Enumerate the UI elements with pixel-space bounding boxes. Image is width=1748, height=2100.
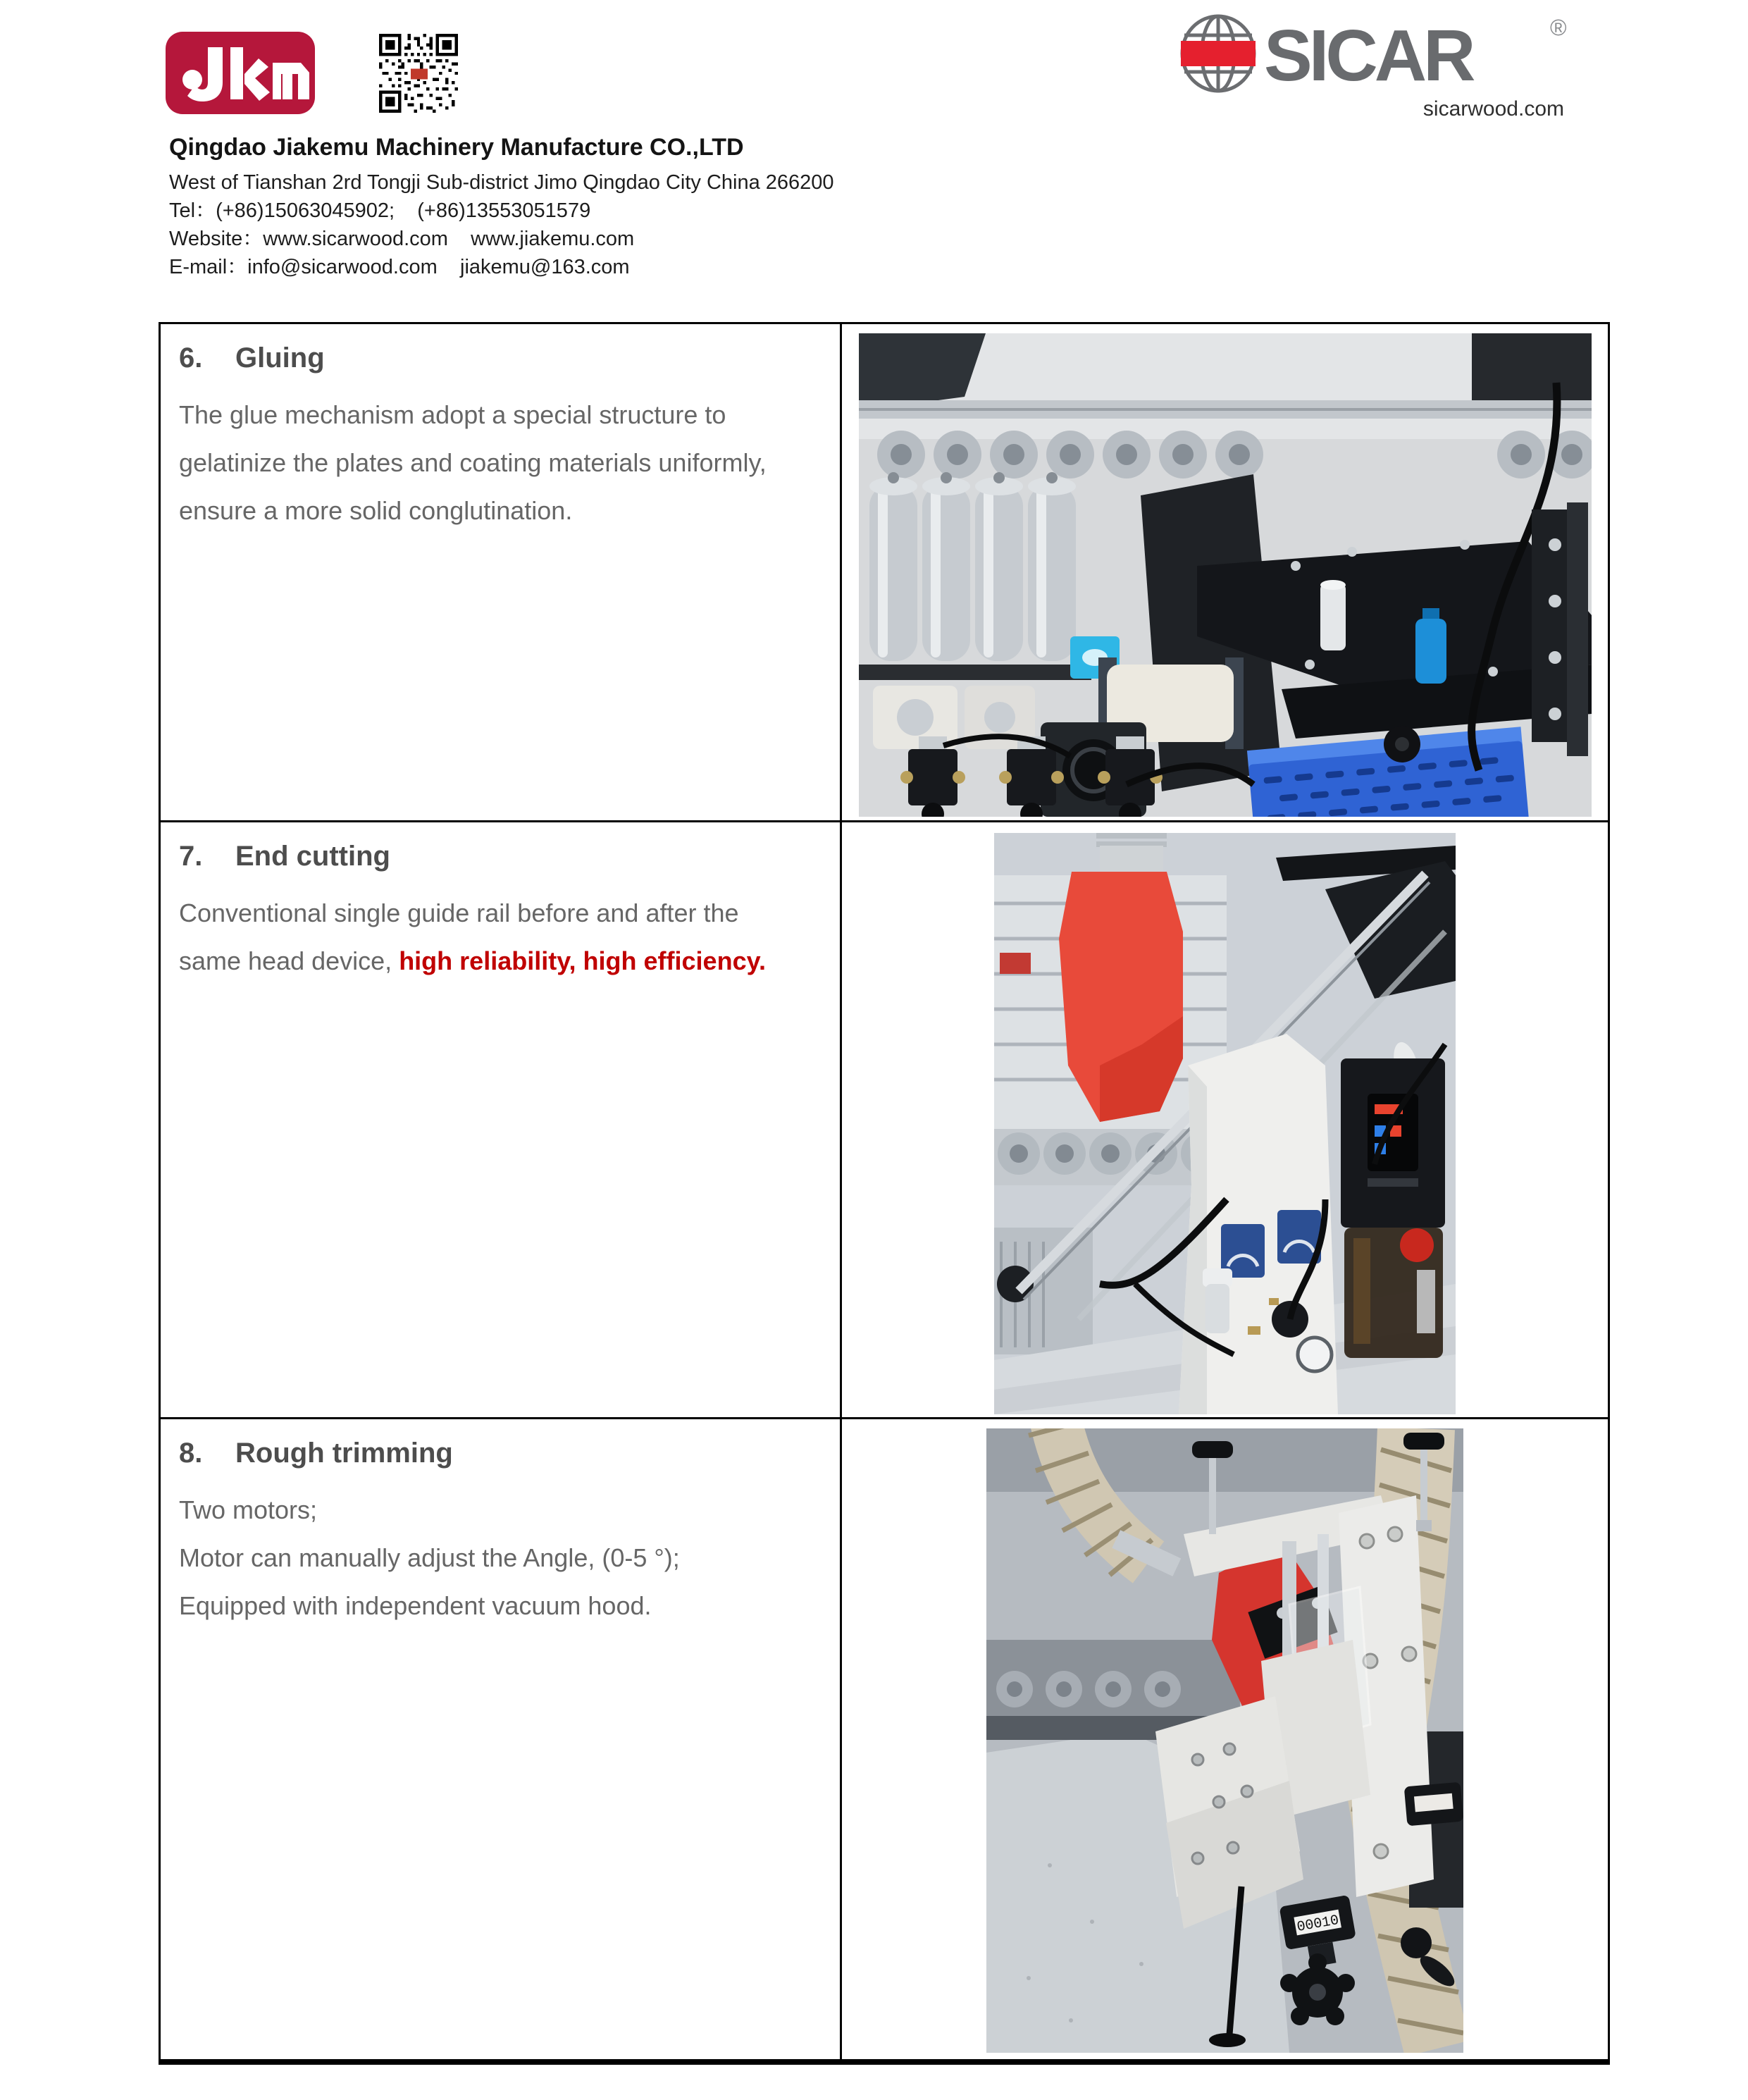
red-dust-hood xyxy=(1059,833,1183,1122)
section-end-cutting-photo-cell xyxy=(842,822,1608,1419)
section-body: The glue mechanism adopt a special structure to gelatinize the plates and coating materials uniformly, ensure a more solid conglutination. xyxy=(179,400,767,525)
section-title: End cutting xyxy=(235,841,390,872)
body-line: Two motors; xyxy=(179,1495,318,1524)
section-body xyxy=(179,889,799,985)
section-number: 7. xyxy=(179,841,203,872)
company-name: Qingdao Jiakemu Machinery Manufacture CO.,LTD xyxy=(169,134,744,161)
highlight-red-text: high reliability, high efficiency. xyxy=(399,946,766,975)
section-number: 8. xyxy=(179,1438,203,1469)
svg-text:00010: 00010 xyxy=(1296,1912,1341,1936)
body-line: Equipped with independent vacuum hood. xyxy=(179,1591,652,1620)
section-heading xyxy=(179,1438,812,1469)
sicar-website-text: sicarwood.com xyxy=(1422,97,1564,121)
globe-icon xyxy=(1181,16,1256,91)
registered-mark-icon: ® xyxy=(1550,15,1567,40)
inverter-box xyxy=(1341,1058,1445,1228)
company-website: Website：www.sicarwood.com www.jiakemu.com xyxy=(169,228,635,250)
company-tel: Tel：(+86)15063045902; (+86)13553051579 xyxy=(169,199,591,222)
end-cutting-unit-photo xyxy=(994,833,1456,1414)
body-line: Motor can manually adjust the Angle, (0-5 °); xyxy=(179,1543,680,1572)
counter-display-small xyxy=(1404,1782,1463,1827)
section-heading xyxy=(179,841,812,872)
spec-table xyxy=(159,322,1610,2065)
blue-bottle xyxy=(1415,619,1446,684)
section-title: Gluing xyxy=(235,342,325,373)
section-gluing-photo-cell xyxy=(842,324,1608,822)
sicar-logo xyxy=(1178,14,1578,93)
solenoid-valves xyxy=(900,736,1163,817)
section-end-cutting-text-cell xyxy=(161,822,842,1419)
section-body xyxy=(179,1486,799,1630)
section-number: 6. xyxy=(179,342,203,373)
body-plain: Conventional single guide rail before and after the same head device, xyxy=(179,898,739,975)
section-gluing-text-cell xyxy=(161,324,842,822)
section-title: Rough trimming xyxy=(235,1438,453,1469)
company-email: E-mail：info@sicarwood.com jiakemu@163.com xyxy=(169,256,630,278)
section-heading xyxy=(179,342,812,374)
qr-code xyxy=(379,34,458,113)
section-rough-trimming-photo-cell xyxy=(842,1419,1608,2059)
company-address: West of Tianshan 2rd Tongji Sub-district Jimo Qingdao City China 266200 xyxy=(169,171,834,194)
oil-reservoir xyxy=(1344,1228,1443,1358)
gluing-unit-photo xyxy=(859,333,1592,817)
jkm-logo xyxy=(166,32,315,114)
section-rough-trimming-text-cell xyxy=(161,1419,842,2059)
rough-trimming-unit-photo xyxy=(986,1428,1463,2053)
company-info-block xyxy=(169,134,1226,281)
sicar-wordmark: SICAR xyxy=(1264,15,1473,93)
